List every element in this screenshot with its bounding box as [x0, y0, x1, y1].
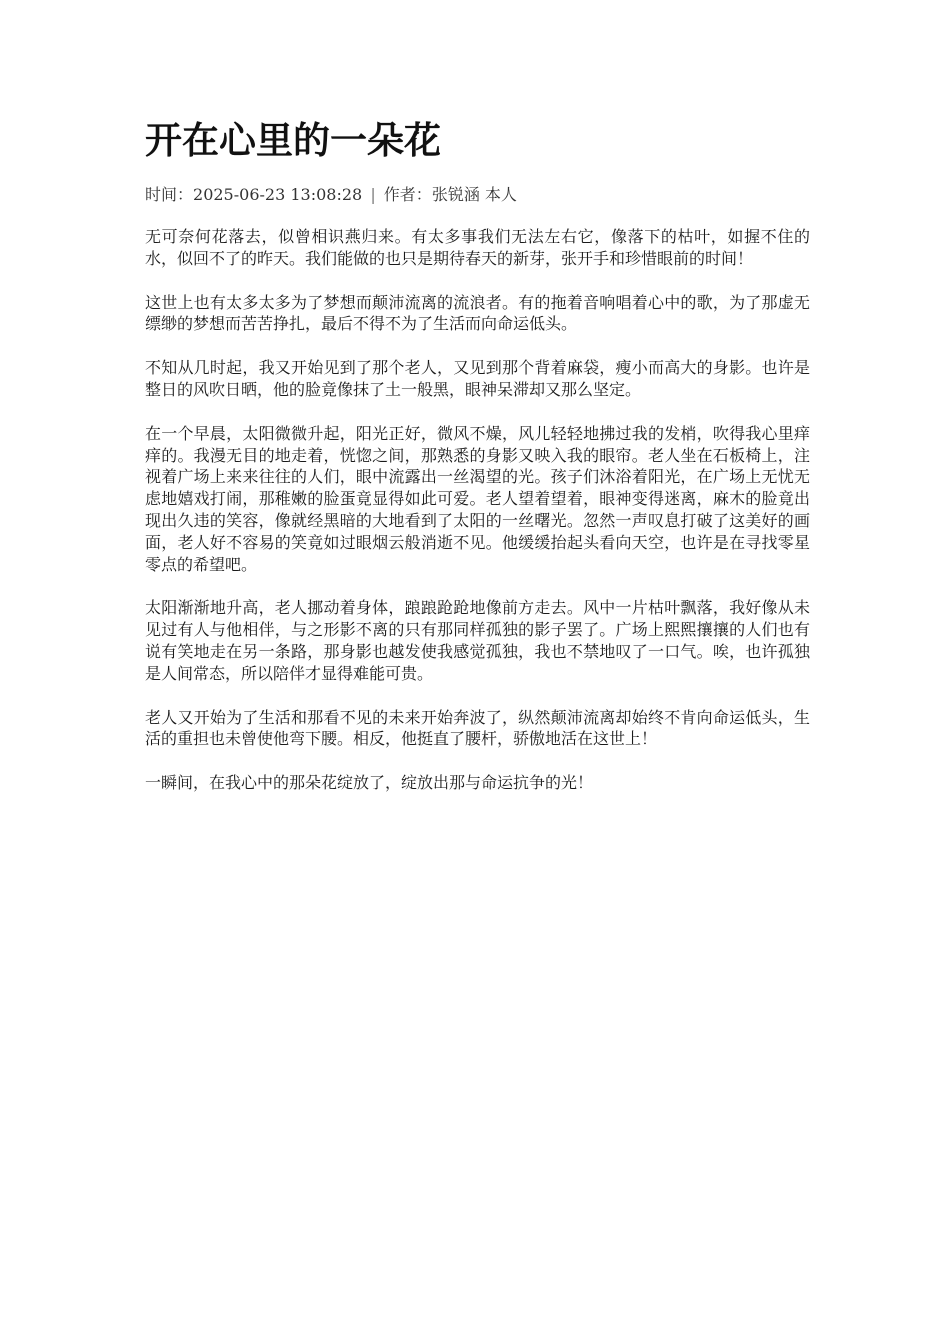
publish-time: 2025-06-23 13:08:28	[193, 185, 363, 204]
meta-separator: |	[370, 185, 376, 204]
time-label: 时间：	[145, 185, 194, 204]
paragraph: 太阳渐渐地升高，老人挪动着身体，踉踉跄跄地像前方走去。风中一片枯叶飘落，我好像从未见过有人与他相伴，与之形影不离的只有那同样孤独的影子罢了。广场上熙熙攘攘的人们也有说有笑地走在另一条路，那身影也越发使我感觉孤独，我也不禁地叹了一口气。唉，也许孤独是人间常态，所以陪伴才显得难能可贵。	[145, 598, 810, 683]
paragraph: 无可奈何花落去，似曾相识燕归来。有太多事我们无法左右它，像落下的枯叶，如握不住的水，似回不了的昨天。我们能做的也只是期待春天的新芽，张开手和珍惜眼前的时间！	[145, 227, 810, 268]
paragraph: 一瞬间，在我心中的那朵花绽放了，绽放出那与命运抗争的光！	[145, 773, 594, 793]
paragraph: 在一个早晨，太阳微微升起，阳光正好，微风不燥，风儿轻轻地拂过我的发梢，吹得我心里痒痒的。我漫无目的地走着，恍惚之间，那熟悉的身影又映入我的眼帘。老人坐在石板椅上，注视着广场上来来往往的人们，眼中流露出一丝渴望的光。孩子们沐浴着阳光，在广场上无忧无虑地嬉戏打闹，那稚嫩的脸蛋竟显得如此可爱。老人望着望着，眼神变得迷离，麻木的脸竟出现出久违的笑容，像就经黑暗的大地看到了太阳的一丝曙光。忽然一声叹息打破了这美好的画面，老人好不容易的笑竟如过眼烟云般消逝不见。他缓缓抬起头看向天空，也许是在寻找零星零点的希望吧。	[145, 423, 810, 574]
article	[145, 112, 810, 816]
paragraph: 老人又开始为了生活和那看不见的未来开始奔波了，纵然颠沛流离却始终不肯向命运低头，生活的重担也未曾使他弯下腰。相反，他挺直了腰杆，骄傲地活在这世上！	[145, 707, 810, 749]
paragraph: 这世上也有太多太多为了梦想而颠沛流离的流浪者。有的拖着音响唱着心中的歌，为了那虚无缥缈的梦想而苦苦挣扎，最后不得不为了生活而向命运低头。	[145, 292, 810, 334]
article-meta	[145, 184, 810, 206]
paragraph: 不知从几时起，我又开始见到了那个老人，又见到那个背着麻袋，瘦小而高大的身影。也许是整日的风吹日晒，他的脸竟像抹了土一般黑，眼神呆滞却又那么坚定。	[145, 358, 810, 399]
article-body	[145, 226, 810, 794]
article-title: 开在心里的一朵花	[145, 118, 441, 162]
author-name: 张锐涵 本人	[431, 185, 517, 204]
author-label: 作者：	[383, 185, 432, 204]
